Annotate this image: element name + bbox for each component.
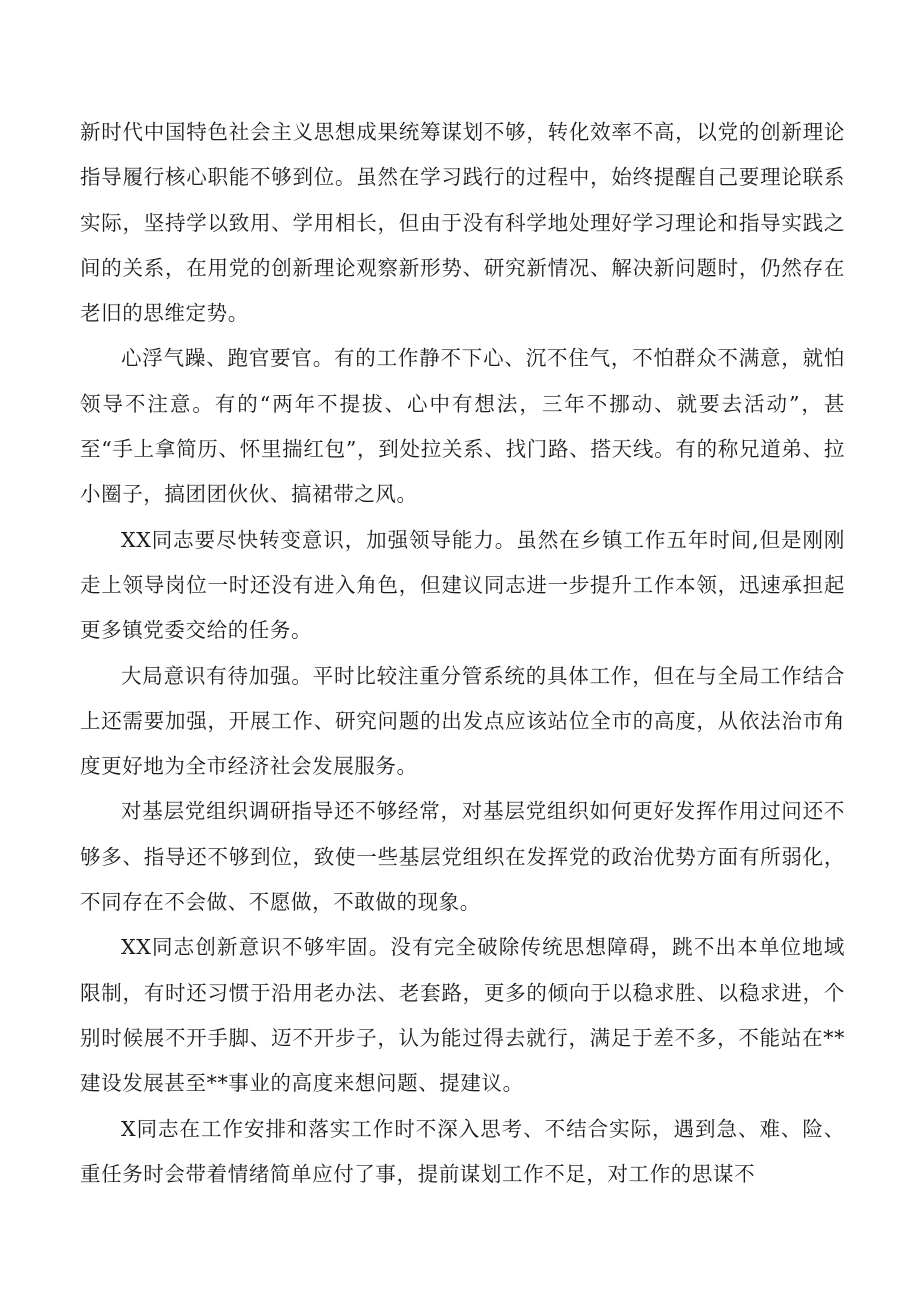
paragraph-3: XX同志要尽快转变意识，加强领导能力。虽然在乡镇工作五年时间,但是刚刚走上领导岗位一时还没有进入角色，但建议同志进一步提升工作本领，迅速承担起更多镇党委交给的任务。: [80, 527, 845, 643]
paragraph-2: 心浮气躁、跑官要官。有的工作静不下心、沉不住气，不怕群众不满意，就怕领导不注意。有的“两年不提拔、心中有想法，三年不挪动、就要去活动”，甚至“手上拿简历、怀里揣红包”，到处拉关系、找门路、搭天线。有的称兄道弟、拉小圈子，搞团团伙伙、搞裙带之风。: [80, 346, 845, 507]
document-body: [80, 110, 845, 1197]
paragraph-5: 对基层党组织调研指导还不够经常，对基层党组织如何更好发挥作用过问还不够多、指导还不够到位，致使一些基层党组织在发挥党的政治优势方面有所弱化，不同存在不会做、不愿做，不敢做的现象。: [80, 799, 845, 915]
paragraph-6: XX同志创新意识不够牢固。没有完全破除传统思想障碍，跳不出本单位地域限制，有时还习惯于沿用老办法、老套路，更多的倾向于以稳求胜、以稳求进，个别时候展不开手脚、迈不开步子，认为能过得去就行，满足于差不多，不能站在**建设发展甚至**事业的高度来想问题、提建议。: [80, 935, 845, 1096]
paragraph-1: 新时代中国特色社会主义思想成果统筹谋划不够，转化效率不高，以党的创新理论指导履行核心职能不够到位。虽然在学习践行的过程中，始终提醒自己要理论联系实际，坚持学以致用、学用相长，但由于没有科学地处理好学习理论和指导实践之间的关系，在用党的创新理论观察新形势、研究新情况、解决新问题时，仍然存在老旧的思维定势。: [80, 120, 845, 326]
paragraph-4: 大局意识有待加强。平时比较注重分管系统的具体工作，但在与全局工作结合上还需要加强，开展工作、研究问题的出发点应该站位全市的高度，从依法治市角度更好地为全市经济社会发展服务。: [80, 663, 845, 779]
paragraph-7: X同志在工作安排和落实工作时不深入思考、不结合实际，遇到急、难、险、重任务时会带着情绪简单应付了事，提前谋划工作不足，对工作的思谋不: [80, 1116, 845, 1186]
